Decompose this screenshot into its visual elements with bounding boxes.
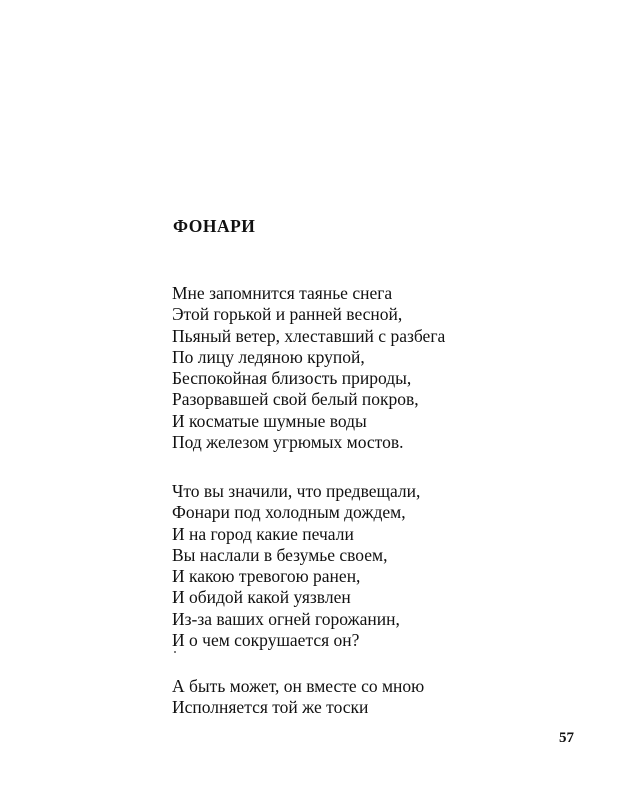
poem-line: По лицу ледяною крупой, bbox=[172, 346, 365, 367]
poem-line: Под железом угрюмых мостов. bbox=[172, 432, 404, 453]
poem-line: И на город какие печали bbox=[172, 523, 354, 544]
print-speck bbox=[174, 651, 176, 653]
poem-title: ФОНАРИ bbox=[173, 216, 256, 236]
poem-line: Беспокойная близость природы, bbox=[172, 368, 412, 389]
poem-line: И обидой какой уязвлен bbox=[172, 587, 351, 608]
stanza-1 bbox=[172, 283, 445, 453]
poem-line: Что вы значили, что предвещали, bbox=[172, 481, 421, 501]
poem-line: Фонари под холодным дождем, bbox=[172, 502, 406, 523]
poem-line: Этой горькой и ранней весной, bbox=[172, 304, 403, 325]
page-number: 57 bbox=[559, 730, 574, 746]
poem-line: И какою тревогою ранен, bbox=[172, 566, 361, 587]
poem-line: Разорвавшей свой белый покров, bbox=[172, 389, 419, 410]
poem-line: Исполняется той же тоски bbox=[172, 697, 369, 718]
poem-line: И о чем сокрушается он? bbox=[172, 630, 360, 651]
stanza-2 bbox=[172, 481, 420, 651]
poem-line: Пьяный ветер, хлеставший с разбега bbox=[172, 325, 446, 346]
stanza-3 bbox=[172, 676, 424, 719]
poem-line: Вы наслали в безумье своем, bbox=[172, 544, 388, 565]
poem-line: И косматые шумные воды bbox=[172, 410, 367, 431]
poem-line: А быть может, он вместе со мною bbox=[172, 676, 425, 696]
poem-line: Из-за ваших огней горожанин, bbox=[172, 608, 400, 629]
poem-line: Мне запомнится таянье снега bbox=[172, 283, 393, 303]
